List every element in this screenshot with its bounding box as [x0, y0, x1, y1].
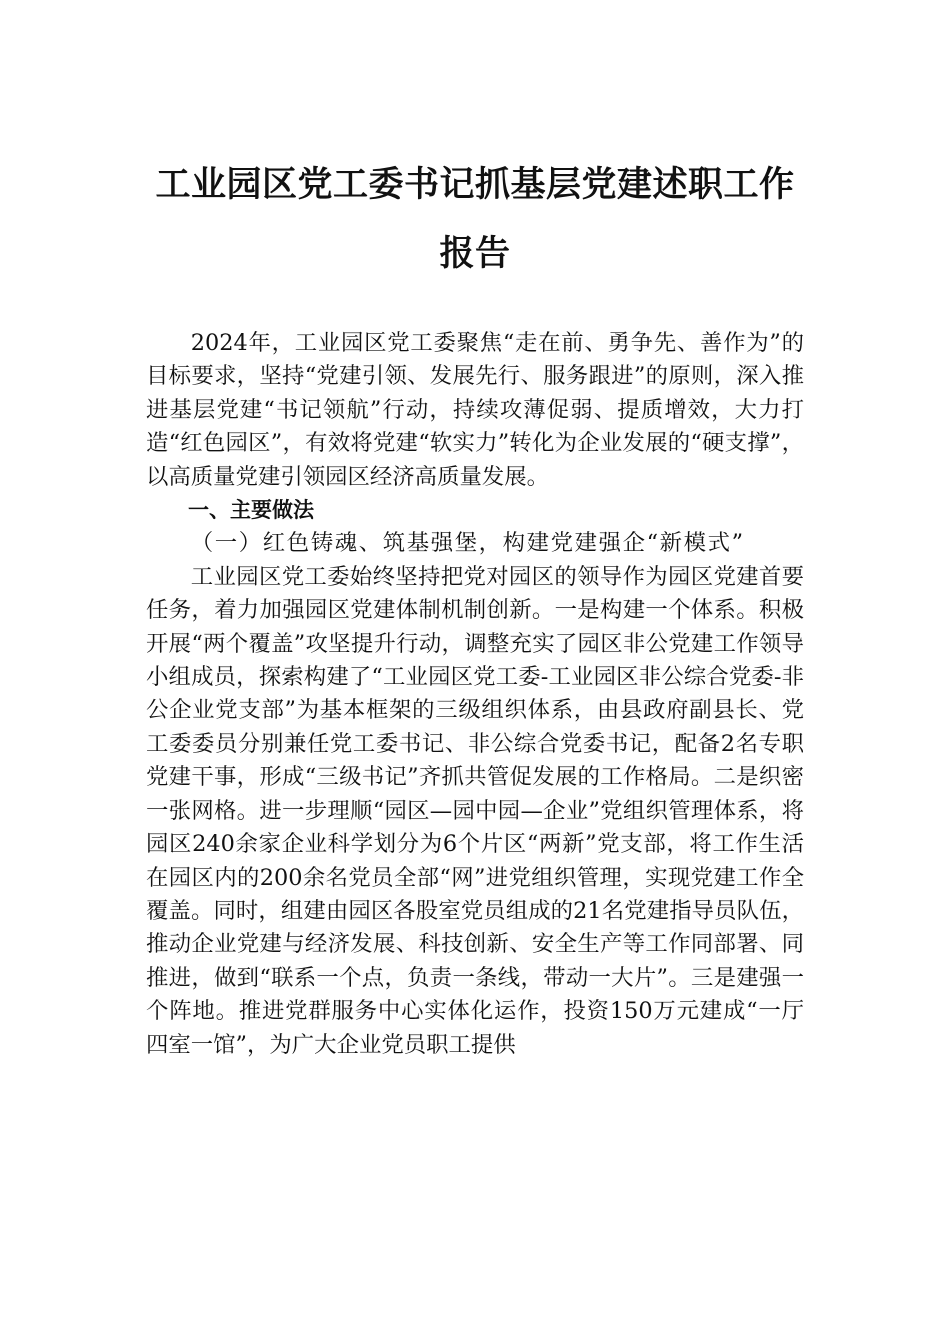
intro-paragraph: 2024年，工业园区党工委聚焦“走在前、勇争先、善作为”的目标要求，坚持“党建引领、发展先行、服务跟进”的原则，深入推进基层党建“书记领航”行动，持续攻薄促弱、提质增效，大力打造“红色园区”，有效将党建“软实力”转化为企业发展的“硬支撑”，以高质量党建引领园区经济高质量发展。	[146, 330, 804, 490]
document-title-line-2: 报告	[439, 233, 511, 274]
document-title-line-1: 工业园区党工委书记抓基层党建述职工作	[155, 164, 795, 205]
subsection-heading: （一）红色铸魂、筑基强堡，构建党建强企“新模式”	[190, 530, 745, 557]
document-body	[146, 327, 804, 1062]
subsection-paragraph: 工业园区党工委始终坚持把党对园区的领导作为园区党建首要任务，着力加强园区党建体制机制创新。一是构建一个体系。积极开展“两个覆盖”攻坚提升行动，调整充实了园区非公党建工作领导小组成员，探索构建了“工业园区党工委-工业园区非公综合党委-非公企业党支部”为基本框架的三级组织体系，由县政府副县长、党工委委员分别兼任党工委书记、非公综合党委书记，配备2名专职党建干事，形成“三级书记”齐抓共管促发展的工作格局。二是织密一张网格。进一步理顺“园区—园中园—企业”党组织管理体系，将园区240余家企业科学划分为6个片区“两新”党支部，将工作生活在园区内的200余名党员全部“网”进党组织管理，实现党建工作全覆盖。同时，组建由园区各股室党员组成的21名党建指导员队伍，推动企业党建与经济发展、科技创新、安全生产等工作同部署、同推进，做到“联系一个点，负责一条线，带动一大片”。三是建强一个阵地。推进党群服务中心实体化运作，投资150万元建成“一厅四室一馆”，为广大企业党员职工提供	[146, 563, 804, 1058]
section-heading: 一、主要做法	[188, 498, 314, 523]
